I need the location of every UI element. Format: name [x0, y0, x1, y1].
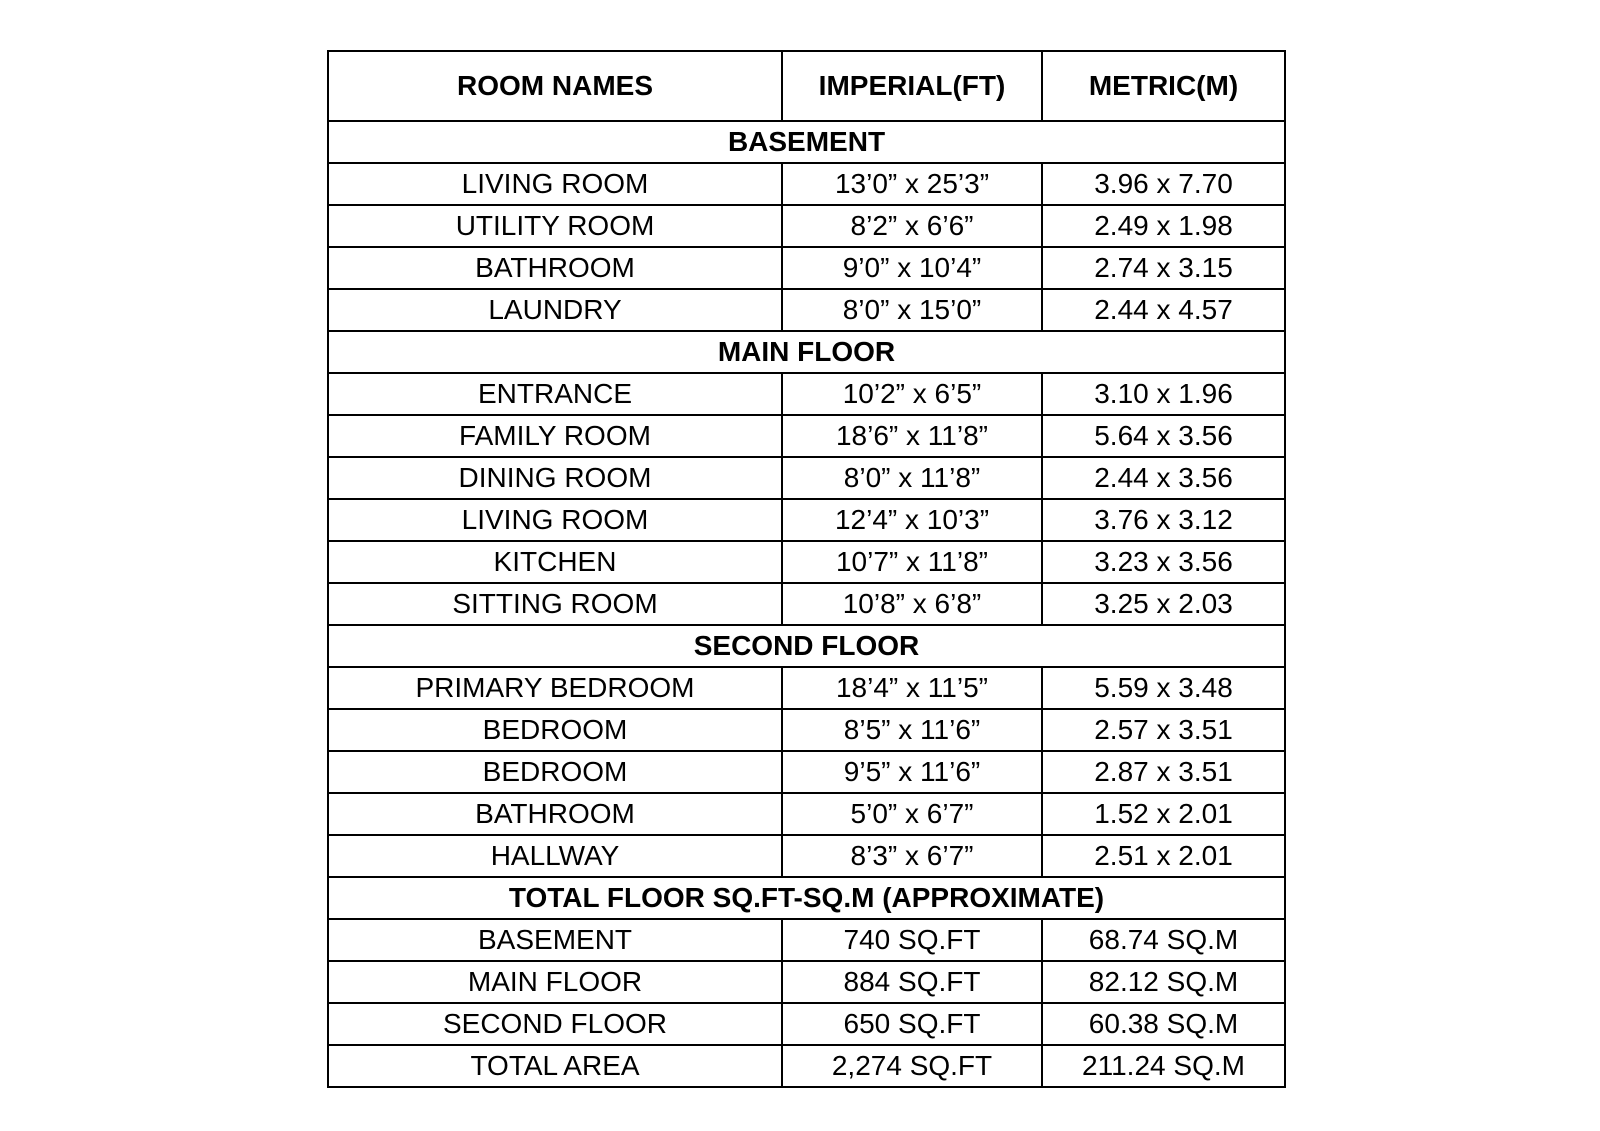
room-name-cell: HALLWAY — [328, 835, 782, 877]
table-header — [328, 51, 1285, 121]
table-row — [328, 205, 1285, 247]
room-names-header: ROOM NAMES — [328, 51, 782, 121]
room-name-cell: TOTAL AREA — [328, 1045, 782, 1087]
table-row — [328, 793, 1285, 835]
metric-cell: 3.76 x 3.12 — [1042, 499, 1285, 541]
imperial-cell: 12’4” x 10’3” — [782, 499, 1042, 541]
section-header-row — [328, 877, 1285, 919]
table-row — [328, 919, 1285, 961]
table-row — [328, 289, 1285, 331]
room-dimensions-table — [327, 50, 1286, 1088]
metric-cell: 2.49 x 1.98 — [1042, 205, 1285, 247]
section-header-row — [328, 331, 1285, 373]
metric-header: METRIC(M) — [1042, 51, 1285, 121]
room-name-cell: PRIMARY BEDROOM — [328, 667, 782, 709]
imperial-cell: 8’0” x 15’0” — [782, 289, 1042, 331]
imperial-header: IMPERIAL(FT) — [782, 51, 1042, 121]
room-name-cell: SECOND FLOOR — [328, 1003, 782, 1045]
table-row — [328, 709, 1285, 751]
table-row — [328, 751, 1285, 793]
metric-cell: 2.74 x 3.15 — [1042, 247, 1285, 289]
imperial-cell: 884 SQ.FT — [782, 961, 1042, 1003]
table-row — [328, 1003, 1285, 1045]
metric-cell: 82.12 SQ.M — [1042, 961, 1285, 1003]
imperial-cell: 8’3” x 6’7” — [782, 835, 1042, 877]
table-row — [328, 415, 1285, 457]
room-name-cell: MAIN FLOOR — [328, 961, 782, 1003]
imperial-cell: 8’5” x 11’6” — [782, 709, 1042, 751]
imperial-cell: 18’6” x 11’8” — [782, 415, 1042, 457]
imperial-cell: 8’2” x 6’6” — [782, 205, 1042, 247]
metric-cell: 3.25 x 2.03 — [1042, 583, 1285, 625]
section-title-basement: BASEMENT — [328, 121, 1285, 163]
imperial-cell: 9’5” x 11’6” — [782, 751, 1042, 793]
metric-cell: 2.44 x 3.56 — [1042, 457, 1285, 499]
room-name-cell: SITTING ROOM — [328, 583, 782, 625]
metric-cell: 60.38 SQ.M — [1042, 1003, 1285, 1045]
table-row — [328, 1045, 1285, 1087]
table-row — [328, 583, 1285, 625]
room-name-cell: BEDROOM — [328, 709, 782, 751]
imperial-cell: 9’0” x 10’4” — [782, 247, 1042, 289]
imperial-cell: 8’0” x 11’8” — [782, 457, 1042, 499]
metric-cell: 2.44 x 4.57 — [1042, 289, 1285, 331]
metric-cell: 3.96 x 7.70 — [1042, 163, 1285, 205]
metric-cell: 68.74 SQ.M — [1042, 919, 1285, 961]
room-name-cell: LIVING ROOM — [328, 499, 782, 541]
metric-cell: 5.64 x 3.56 — [1042, 415, 1285, 457]
room-name-cell: ENTRANCE — [328, 373, 782, 415]
imperial-cell: 10’2” x 6’5” — [782, 373, 1042, 415]
room-name-cell: UTILITY ROOM — [328, 205, 782, 247]
room-name-cell: LIVING ROOM — [328, 163, 782, 205]
imperial-cell: 650 SQ.FT — [782, 1003, 1042, 1045]
section-title-second-floor: SECOND FLOOR — [328, 625, 1285, 667]
metric-cell: 5.59 x 3.48 — [1042, 667, 1285, 709]
imperial-cell: 10’8” x 6’8” — [782, 583, 1042, 625]
metric-cell: 211.24 SQ.M — [1042, 1045, 1285, 1087]
section-header-row — [328, 121, 1285, 163]
metric-cell: 3.10 x 1.96 — [1042, 373, 1285, 415]
room-name-cell: BASEMENT — [328, 919, 782, 961]
room-name-cell: BATHROOM — [328, 247, 782, 289]
metric-cell: 1.52 x 2.01 — [1042, 793, 1285, 835]
room-name-cell: BATHROOM — [328, 793, 782, 835]
table-row — [328, 457, 1285, 499]
table-row — [328, 835, 1285, 877]
table-body — [328, 121, 1285, 1087]
table-row — [328, 667, 1285, 709]
header-row — [328, 51, 1285, 121]
metric-cell: 2.51 x 2.01 — [1042, 835, 1285, 877]
room-name-cell: BEDROOM — [328, 751, 782, 793]
section-title-main-floor: MAIN FLOOR — [328, 331, 1285, 373]
table-row — [328, 541, 1285, 583]
table-row — [328, 961, 1285, 1003]
imperial-cell: 13’0” x 25’3” — [782, 163, 1042, 205]
section-header-row — [328, 625, 1285, 667]
table-row — [328, 247, 1285, 289]
room-name-cell: DINING ROOM — [328, 457, 782, 499]
table-row — [328, 163, 1285, 205]
room-name-cell: KITCHEN — [328, 541, 782, 583]
table-row — [328, 373, 1285, 415]
metric-cell: 2.87 x 3.51 — [1042, 751, 1285, 793]
room-name-cell: FAMILY ROOM — [328, 415, 782, 457]
imperial-cell: 5’0” x 6’7” — [782, 793, 1042, 835]
section-title-total-floor-area: TOTAL FLOOR SQ.FT-SQ.M (APPROXIMATE) — [328, 877, 1285, 919]
table-row — [328, 499, 1285, 541]
imperial-cell: 18’4” x 11’5” — [782, 667, 1042, 709]
metric-cell: 3.23 x 3.56 — [1042, 541, 1285, 583]
imperial-cell: 2,274 SQ.FT — [782, 1045, 1042, 1087]
imperial-cell: 740 SQ.FT — [782, 919, 1042, 961]
metric-cell: 2.57 x 3.51 — [1042, 709, 1285, 751]
imperial-cell: 10’7” x 11’8” — [782, 541, 1042, 583]
room-name-cell: LAUNDRY — [328, 289, 782, 331]
